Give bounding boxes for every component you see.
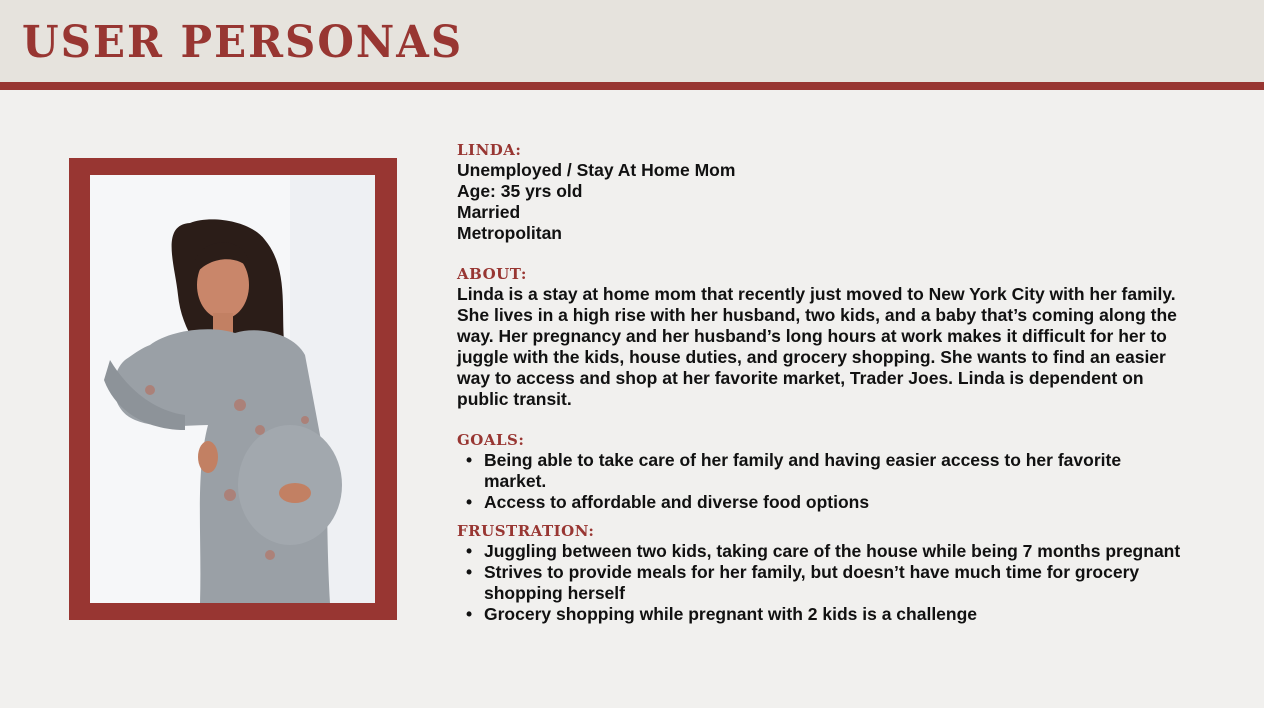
detail-age: Age: 35 yrs old	[457, 181, 583, 201]
goal-item: • Being able to take care of her family and having easier access to her favorite market.	[457, 450, 1157, 492]
goal-item: • Access to affordable and diverse food options	[457, 492, 1225, 513]
persona-photo	[90, 175, 375, 603]
detail-marital-status: Married	[457, 202, 521, 222]
persona-details	[457, 140, 1247, 625]
header-divider	[0, 82, 1264, 90]
frustration-item: • Strives to provide meals for her family, but doesn’t have much time for grocery shopping herself	[457, 562, 1187, 604]
goals-list	[457, 450, 1247, 513]
detail-occupation: Unemployed / Stay At Home Mom	[457, 160, 736, 180]
about-line: way to access and shop at her favorite market, Trader Joes. Linda is dependent on	[457, 368, 1144, 388]
about-label: ABOUT:	[457, 265, 527, 283]
about-line: way. Her pregnancy and her husband’s long hours at work makes it difficult for her to	[457, 326, 1167, 346]
frustration-item: • Grocery shopping while pregnant with 2 kids is a challenge	[457, 604, 1225, 625]
about-text	[457, 284, 1227, 410]
frustration-item: • Juggling between two kids, taking care of the house while being 7 months pregnant	[457, 541, 1225, 562]
about-line: Linda is a stay at home mom that recently just moved to New York City with her family.	[457, 284, 1176, 304]
page-title: USER PERSONAS	[22, 16, 464, 68]
about-line: public transit.	[457, 389, 572, 409]
about-line: juggle with the kids, house duties, and grocery shopping. She wants to find an easier	[457, 347, 1166, 367]
goals-label: GOALS:	[457, 431, 525, 449]
detail-location: Metropolitan	[457, 223, 562, 243]
frustrations-list	[457, 541, 1247, 625]
about-line: She lives in a high rise with her husband, two kids, and a baby that’s coming along the	[457, 305, 1177, 325]
frustration-label: FRUSTRATION:	[457, 522, 595, 540]
name-label: LINDA:	[457, 141, 522, 159]
persona-photo-illustration	[90, 175, 375, 603]
